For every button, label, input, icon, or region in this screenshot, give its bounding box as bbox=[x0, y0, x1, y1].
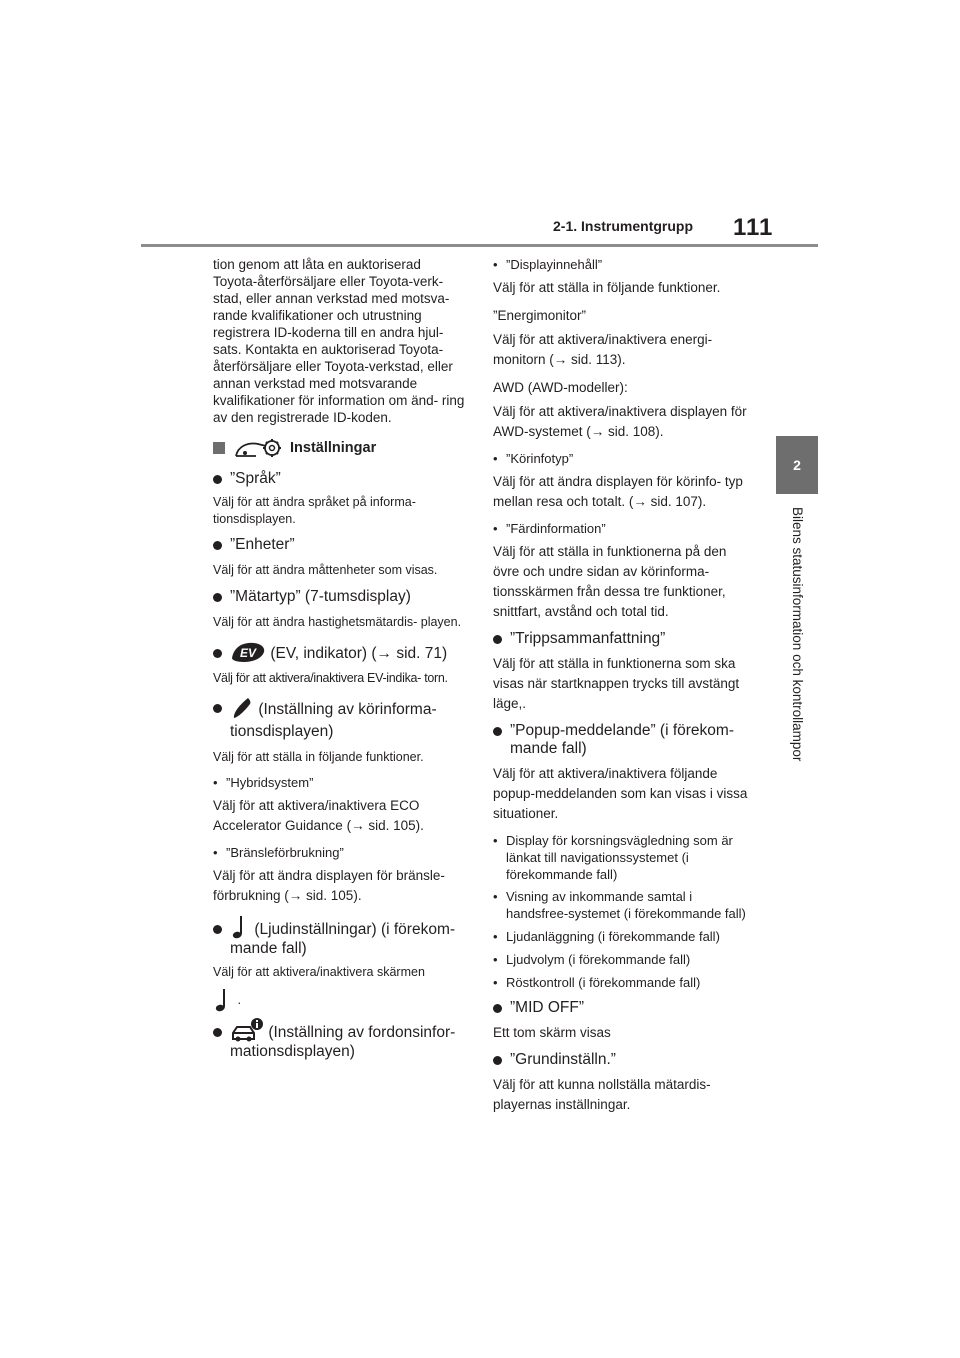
awd-heading: AWD (AWD-modeller): bbox=[493, 380, 628, 395]
list-item-fardinfo: • ”Färdinformation” bbox=[493, 520, 755, 537]
tripp-description: Välj för att ställa in funktionerna som ska visas när startknappen trycks till avstängt läge,. bbox=[493, 656, 740, 711]
awd-description: Välj för att aktivera/inaktivera displayen för AWD-systemet (→ sid. 108). bbox=[493, 404, 747, 439]
ljud-description: Välj för att aktivera/inaktivera skärmen bbox=[213, 965, 425, 979]
bullet-dot bbox=[213, 1028, 222, 1037]
section-marker bbox=[213, 442, 225, 454]
korinfo-description: Välj för att ställa in följande funktioner. bbox=[213, 750, 424, 764]
music-note-icon bbox=[230, 914, 250, 940]
settings-section-heading bbox=[213, 436, 465, 460]
list-item: • Visning av inkommande samtal i handsfree-systemet (i förekommande fall) bbox=[493, 888, 755, 922]
section-title: 2-1. Instrumentgrupp bbox=[553, 218, 694, 234]
bullet-heading-popup: ”Popup-meddelande” (i förekom- mande fall) bbox=[493, 722, 755, 758]
bullet-heading-enheter: ”Enheter” bbox=[213, 536, 465, 554]
page-number: 111 bbox=[733, 214, 774, 241]
list-item-hybrid: • ”Hybridsystem” bbox=[213, 774, 465, 791]
list-item-korinfotyp: • ”Körinfotyp” bbox=[493, 450, 755, 467]
list-item: • Ljudvolym (i förekommande fall) bbox=[493, 951, 755, 968]
bullet-dot bbox=[493, 635, 502, 644]
list-item: • Röstkontroll (i förekommande fall) bbox=[493, 974, 755, 991]
chapter-side-label-text: Bilens statusinformation och kontrollampor bbox=[790, 507, 805, 762]
energi-description: Välj för att aktivera/inaktivera energi- monitorn (→ sid. 113). bbox=[493, 332, 713, 367]
enheter-description: Välj för att ändra måttenheter som visas. bbox=[213, 563, 438, 577]
bullet-heading-midoff: ”MID OFF” bbox=[493, 999, 755, 1017]
pencil-icon bbox=[230, 696, 254, 720]
bullet-dot bbox=[213, 475, 222, 484]
bullet-heading-matartyp: ”Mätartyp” (7-tumsdisplay) bbox=[213, 588, 465, 606]
sprak-description: Välj för att ändra språket på informa- tionsdisplayen. bbox=[213, 495, 416, 526]
bullet-heading-ljud: (Ljudinställningar) (i förekom- mande fall) bbox=[213, 920, 465, 958]
bullet-dot bbox=[493, 1056, 502, 1065]
music-note-icon bbox=[213, 987, 233, 1013]
vehicle-info-icon bbox=[230, 1017, 264, 1043]
bullet-dot bbox=[213, 649, 222, 658]
ev-description: Välj för att aktivera/inaktivera EV-indika- torn. bbox=[213, 671, 448, 685]
energi-heading: ”Energimonitor” bbox=[493, 308, 587, 323]
fardinfo-description: Välj för att ställa in funktionerna på den övre och undre sidan av körinforma- tionsskärmen från dessa tre funktioner, snittfart, avstånd och total tid. bbox=[493, 544, 727, 619]
display-description: Välj för att ställa in följande funktioner. bbox=[493, 280, 721, 295]
list-item: • Display för korsningsvägledning som är länkat till navigationssystemet (i förekommande fall) bbox=[493, 832, 755, 883]
bransle-description: Välj för att ändra displayen för bränsle- förbrukning (→ sid. 105). bbox=[213, 868, 445, 903]
bullet-dot bbox=[213, 541, 222, 550]
bullet-heading-fordon: (Inställning av fordonsinfor- mationsdisplayen) bbox=[213, 1023, 465, 1061]
chapter-tab: 2 bbox=[776, 436, 818, 494]
bullet-heading-ev: EV (EV, indikator) (→ sid. 71) bbox=[213, 644, 465, 664]
bullet-dot bbox=[493, 1004, 502, 1013]
ev-indicator-icon bbox=[230, 640, 266, 664]
bullet-heading-grund: ”Grundinställn.” bbox=[493, 1051, 755, 1069]
popup-description: Välj för att aktivera/inaktivera följande popup-meddelanden som kan visas i vissa situationer. bbox=[493, 766, 748, 821]
matartyp-description: Välj för att ändra hastighetsmätardis- playen. bbox=[213, 615, 462, 629]
list-item: • Ljudanläggning (i förekommande fall) bbox=[493, 928, 755, 945]
hybrid-description: Välj för att aktivera/inaktivera ECO Accelerator Guidance (→ sid. 105). bbox=[213, 798, 424, 833]
korinfotyp-description: Välj för att ändra displayen för körinfo- typ mellan resa och totalt. (→ sid. 107). bbox=[493, 474, 743, 509]
right-column bbox=[493, 256, 755, 1123]
list-item-display: • ”Displayinnehåll” bbox=[493, 256, 755, 273]
bullet-heading-sprak: ”Språk” bbox=[213, 470, 465, 488]
ljud-description-icon-line: . bbox=[213, 987, 465, 1013]
settings-gear-icon bbox=[232, 436, 284, 460]
bullet-dot bbox=[213, 925, 222, 934]
midoff-description: Ett tom skärm visas bbox=[493, 1025, 611, 1040]
svg-text:EV: EV bbox=[240, 646, 257, 660]
grund-description: Välj för att kunna nollställa mätardis- playernas inställningar. bbox=[493, 1077, 711, 1112]
bullet-dot bbox=[213, 704, 222, 713]
bullet-dot bbox=[493, 727, 502, 736]
chapter-side-label bbox=[785, 507, 809, 797]
header-divider bbox=[141, 244, 818, 247]
list-item-bransle: • ”Bränsleförbrukning” bbox=[213, 844, 465, 861]
left-column bbox=[213, 256, 465, 1067]
bullet-dot bbox=[213, 593, 222, 602]
bullet-heading-korinfo: (Inställning av körinforma- tionsdisplayen) bbox=[213, 699, 465, 743]
settings-section-title: Inställningar bbox=[290, 440, 377, 456]
intro-paragraph: tion genom att låta en auktoriserad Toyota-återförsäljare eller Toyota-verk- stad, eller annan verkstad med motsva- rande kvalifikationer och utrustning registrera ID-koderna till en andra hjul- sats. Kontakta en auktoriserad Toyota- återförsäljare eller Toyota-verkstad, eller annan verkstad med motsvarande kvalifikationer för information om änd- ring av den registrerade ID-koden. bbox=[213, 257, 465, 425]
bullet-heading-tripp: ”Trippsammanfattning” bbox=[493, 630, 755, 648]
